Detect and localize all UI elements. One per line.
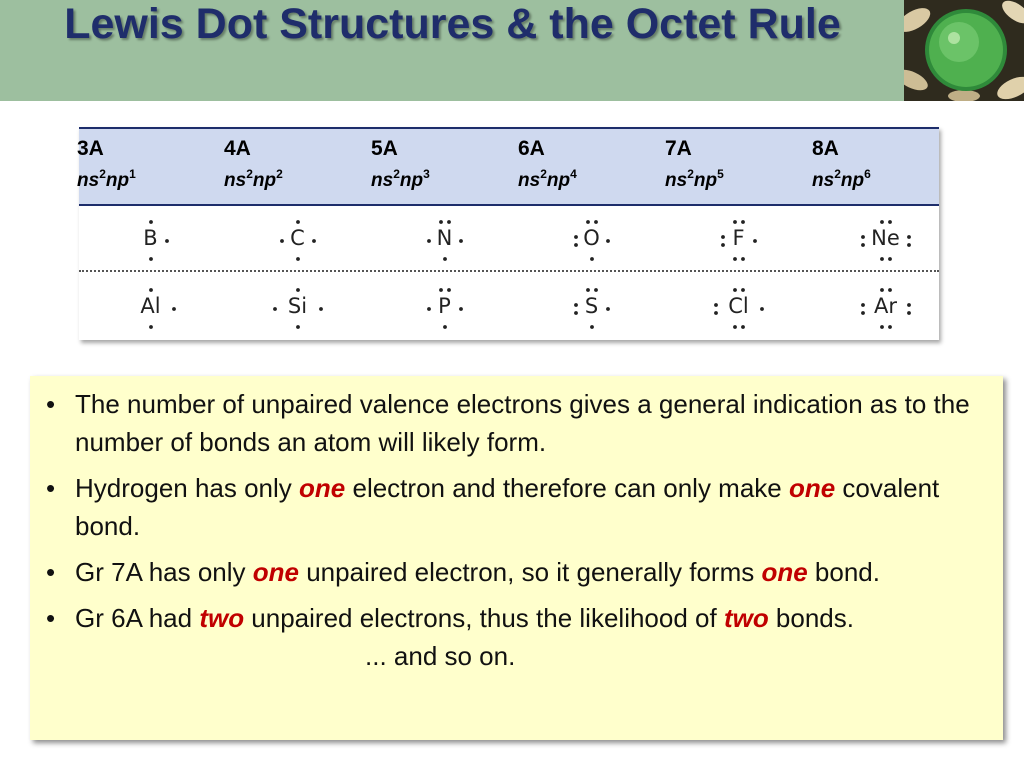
electron-dots: [709, 210, 769, 270]
config-p-sup: 6: [864, 167, 871, 181]
element-symbol: P: [438, 294, 451, 318]
electron-config: [371, 167, 518, 192]
electron-dots: [415, 278, 475, 338]
config-s-sup: 2: [834, 167, 841, 181]
bullet-text: covalent bond.: [75, 473, 940, 541]
electron-dot: [888, 325, 892, 329]
bullet-item: [44, 469, 989, 545]
electron-dot: [590, 257, 594, 261]
group-label: 6A: [518, 137, 545, 160]
element-symbol: Cl: [728, 294, 749, 318]
electron-dot: [319, 307, 323, 311]
electron-dot: [888, 220, 892, 224]
emphasis-word: one: [788, 473, 836, 503]
config-s: ns: [224, 170, 247, 191]
electron-dot: [296, 288, 300, 292]
electron-dot: [714, 311, 718, 315]
electron-config: [518, 167, 665, 192]
bullet-list: [44, 385, 989, 675]
electron-dot: [760, 307, 764, 311]
electron-dot: [165, 239, 169, 243]
emphasis-word: one: [761, 557, 808, 587]
electron-dot: [586, 220, 590, 224]
electron-dot: [741, 288, 745, 292]
config-s-sup: 2: [540, 167, 547, 181]
electron-dot: [149, 257, 153, 261]
electron-dot: [721, 235, 725, 239]
electron-config: [665, 167, 812, 192]
electron-dot: [733, 288, 737, 292]
electron-dot: [907, 235, 911, 239]
electron-dot: [606, 307, 610, 311]
electron-dot: [296, 220, 300, 224]
bullet-text: unpaired electrons, thus the likelihood of: [244, 603, 724, 633]
electron-dot: [880, 257, 884, 261]
electron-dot: [733, 325, 737, 329]
config-p-sup: 5: [717, 167, 724, 181]
bullet-item: [44, 385, 989, 461]
electron-dots: [709, 278, 769, 338]
electron-dots: [121, 278, 181, 338]
electron-dots: [121, 210, 181, 270]
element-symbol: S: [584, 294, 599, 318]
emphasis-word: two: [199, 603, 245, 633]
cell-illustration: [904, 0, 1024, 101]
electron-dot: [907, 303, 911, 307]
electron-config: [224, 167, 371, 192]
electron-dot: [590, 325, 594, 329]
emphasis-word: one: [299, 473, 346, 503]
electron-dot: [149, 325, 153, 329]
electron-dot: [753, 239, 757, 243]
config-p-sup: 3: [423, 167, 430, 181]
electron-dot: [907, 311, 911, 315]
config-s: ns: [371, 170, 394, 191]
electron-dot: [741, 220, 745, 224]
electron-dot: [741, 257, 745, 261]
lewis-dot-table: [79, 127, 939, 340]
bullet-text: bonds.: [768, 603, 854, 633]
electron-dot: [447, 288, 451, 292]
electron-dot: [427, 239, 431, 243]
electron-dot: [447, 220, 451, 224]
config-p: np: [252, 170, 277, 191]
electron-dot: [733, 220, 737, 224]
element-symbol: F: [732, 226, 745, 250]
electron-dot: [459, 307, 463, 311]
bullet-text: electron and therefore can only make: [345, 473, 789, 503]
config-s: ns: [77, 170, 100, 191]
electron-dot: [312, 239, 316, 243]
element-symbol: Ne: [871, 226, 900, 250]
electron-dots: [415, 210, 475, 270]
bullet-text: Hydrogen has only: [75, 473, 300, 503]
group-label: 7A: [665, 137, 692, 160]
electron-dots: [562, 210, 622, 270]
electron-dot: [280, 239, 284, 243]
config-p: np: [693, 170, 718, 191]
electron-dot: [594, 220, 598, 224]
element-symbol: C: [290, 226, 305, 250]
group-label: 5A: [371, 137, 398, 160]
electron-dot: [861, 243, 865, 247]
slide-title: Lewis Dot Structures & the Octet Rule: [64, 0, 841, 48]
group-label: 8A: [812, 137, 839, 160]
emphasis-word: two: [723, 603, 769, 633]
config-p: np: [399, 170, 424, 191]
config-s: ns: [812, 170, 835, 191]
electron-dot: [733, 257, 737, 261]
config-s-sup: 2: [99, 167, 106, 181]
electron-dot: [296, 325, 300, 329]
config-p: np: [546, 170, 571, 191]
bullet-text: bond.: [807, 557, 880, 587]
bullet-text: unpaired electron, so it generally forms: [299, 557, 762, 587]
electron-dot: [439, 288, 443, 292]
cell-image-logo: [904, 0, 1024, 101]
electron-dot: [888, 257, 892, 261]
electron-dot: [574, 303, 578, 307]
bullet-text: The number of unpaired valence electrons gives a general indication as to the number of bonds an atom will likely form.: [75, 389, 970, 457]
element-symbol: Si: [287, 294, 308, 318]
element-symbol: Ar: [874, 294, 897, 318]
config-s: ns: [665, 170, 688, 191]
element-symbol: O: [583, 226, 600, 250]
dotted-divider: [79, 270, 939, 272]
electron-dot: [149, 220, 153, 224]
config-s-sup: 2: [687, 167, 694, 181]
bullet-text: Gr 6A had: [75, 603, 200, 633]
config-s: ns: [518, 170, 541, 191]
config-p-sup: 2: [276, 167, 283, 181]
electron-dot: [880, 288, 884, 292]
electron-dot: [574, 235, 578, 239]
electron-dots: [268, 278, 328, 338]
config-p-sup: 1: [129, 167, 136, 181]
electron-dot: [443, 325, 447, 329]
bullet-item: [44, 599, 989, 675]
electron-dot: [714, 303, 718, 307]
electron-dot: [907, 243, 911, 247]
electron-dot: [721, 243, 725, 247]
group-label: 4A: [224, 137, 251, 160]
element-symbol: N: [436, 226, 453, 250]
electron-dots: [268, 210, 328, 270]
electron-dots: [856, 210, 916, 270]
electron-dot: [888, 288, 892, 292]
electron-dot: [574, 243, 578, 247]
electron-dot: [296, 257, 300, 261]
electron-dot: [880, 220, 884, 224]
config-s-sup: 2: [393, 167, 400, 181]
electron-config: [77, 167, 224, 192]
group-label: 3A: [77, 137, 104, 160]
config-p: np: [105, 170, 130, 191]
electron-dot: [594, 288, 598, 292]
config-s-sup: 2: [246, 167, 253, 181]
emphasis-word: one: [252, 557, 299, 587]
electron-dot: [741, 325, 745, 329]
electron-dot: [574, 311, 578, 315]
table-header: [79, 127, 939, 206]
element-symbol: Al: [140, 294, 161, 318]
electron-dot: [443, 257, 447, 261]
electron-dot: [273, 307, 277, 311]
electron-dot: [427, 307, 431, 311]
config-p: np: [840, 170, 865, 191]
electron-dot: [586, 288, 590, 292]
electron-dot: [459, 239, 463, 243]
electron-config: [812, 167, 959, 192]
electron-dots: [856, 278, 916, 338]
electron-dot: [149, 288, 153, 292]
electron-dot: [172, 307, 176, 311]
electron-dot: [880, 325, 884, 329]
electron-dots: [562, 278, 622, 338]
config-p-sup: 4: [570, 167, 577, 181]
bullet-text: Gr 7A has only: [75, 557, 253, 587]
bullet-box: [30, 376, 1003, 740]
electron-dot: [861, 311, 865, 315]
element-symbol: B: [143, 226, 158, 250]
electron-dot: [439, 220, 443, 224]
electron-dot: [861, 303, 865, 307]
bullet-item: [44, 553, 989, 591]
electron-dot: [861, 235, 865, 239]
electron-dot: [606, 239, 610, 243]
bullet-tail-text: ... and so on.: [365, 641, 516, 671]
